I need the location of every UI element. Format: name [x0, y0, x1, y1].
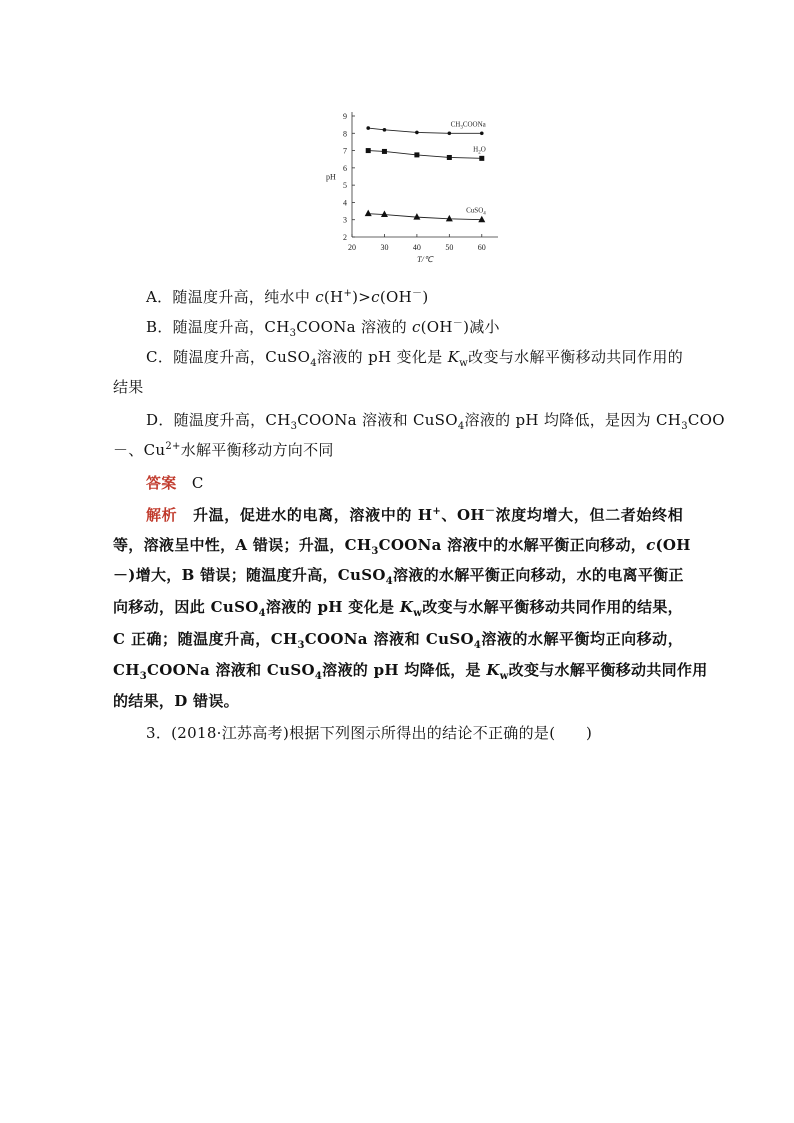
- data-point: [383, 128, 387, 132]
- answer-line: [146, 473, 683, 493]
- option-d-cont: －、$Cu^{2+}$水解平衡移动方向不同: [113, 441, 334, 459]
- question-3: 3．(2018·江苏高考)根据下列图示所得出的结论不正确的是( ): [146, 724, 593, 742]
- series-label: CuSO$_4$: [466, 206, 486, 217]
- data-point: [446, 215, 453, 222]
- x-tick-label: 60: [477, 243, 486, 252]
- x-tick-label: 30: [380, 243, 389, 252]
- data-point: [414, 152, 419, 157]
- data-point: [381, 211, 388, 218]
- x-tick-label: 20: [348, 243, 356, 252]
- ph-temperature-chart: [318, 106, 508, 274]
- option-c-cont: 结果: [113, 378, 144, 396]
- option-a: A．随温度升高，纯水中 c(H+)>c(OH－): [146, 288, 429, 306]
- data-point: [366, 148, 371, 153]
- data-point: [480, 131, 484, 135]
- analysis-line-2: 等，溶液呈中性，A 错误；升温，$CH_3COONa$ 溶液中的水解平衡正向移动，c(OH: [113, 536, 691, 557]
- option-c: C．随温度升高，CuSO$_4$溶液的 pH 变化是 $K_w$改变与水解平衡移动共同作用的: [146, 348, 683, 369]
- data-point: [415, 131, 419, 135]
- y-tick-label: 5: [343, 181, 347, 191]
- analysis-line-7: 的结果，D 错误。: [113, 692, 239, 710]
- data-point: [413, 213, 420, 220]
- data-point: [366, 126, 370, 130]
- chart-svg: [318, 106, 508, 274]
- y-tick-label: 2: [343, 233, 347, 242]
- x-tick-label: 50: [445, 243, 454, 252]
- data-point: [448, 131, 452, 135]
- analysis-line-6: $CH_3COONa$ 溶液和 CuSO$_4$溶液的 pH 均降低，是 $K_w$改变与水解平衡移动共同作用: [113, 661, 708, 682]
- data-point: [447, 155, 452, 160]
- y-tick-label: 6: [343, 163, 347, 173]
- series-label: $CH_3COONa$: [450, 120, 486, 131]
- y-axis-label: pH: [326, 172, 336, 182]
- y-tick-label: 4: [343, 198, 347, 208]
- answer-value: C: [191, 474, 204, 492]
- x-tick-label: 40: [412, 243, 421, 252]
- y-tick-label: 8: [343, 129, 347, 139]
- data-point: [382, 149, 387, 154]
- data-point: [365, 210, 372, 217]
- answer-label: 答案: [146, 474, 177, 492]
- y-tick-label: 9: [343, 112, 347, 121]
- option-b: B．随温度升高，$CH_3COONa$ 溶液的 c(OH－)减小: [146, 318, 500, 339]
- analysis-line-1: 解析 升温，促进水的电离，溶液中的 H+、OH－浓度均增大，但二者始终相: [146, 506, 683, 524]
- x-axis-label: T/℃: [417, 255, 433, 264]
- analysis-line-4: 向移动，因此 CuSO$_4$溶液的 pH 变化是 $K_w$改变与水解平衡移动共同作用的结果，: [113, 598, 683, 619]
- analysis-line-5: C 正确；随温度升高，$CH_3COONa$ 溶液和 CuSO$_4$溶液的水解平衡均正向移动，: [113, 630, 684, 651]
- y-tick-label: 7: [343, 146, 347, 156]
- y-tick-label: 3: [343, 215, 347, 225]
- analysis-line-3: －)增大，B 错误；随温度升高，CuSO$_4$溶液的水解平衡正向移动，水的电离平衡正: [113, 566, 684, 587]
- series-label: $H_2O$: [473, 145, 486, 156]
- data-point: [479, 156, 484, 161]
- option-d: D．随温度升高，$CH_3COONa$ 溶液和 CuSO$_4$溶液的 pH 均降低，是因为 $CH_3COO$: [146, 411, 725, 432]
- analysis-label: 解析: [146, 506, 178, 524]
